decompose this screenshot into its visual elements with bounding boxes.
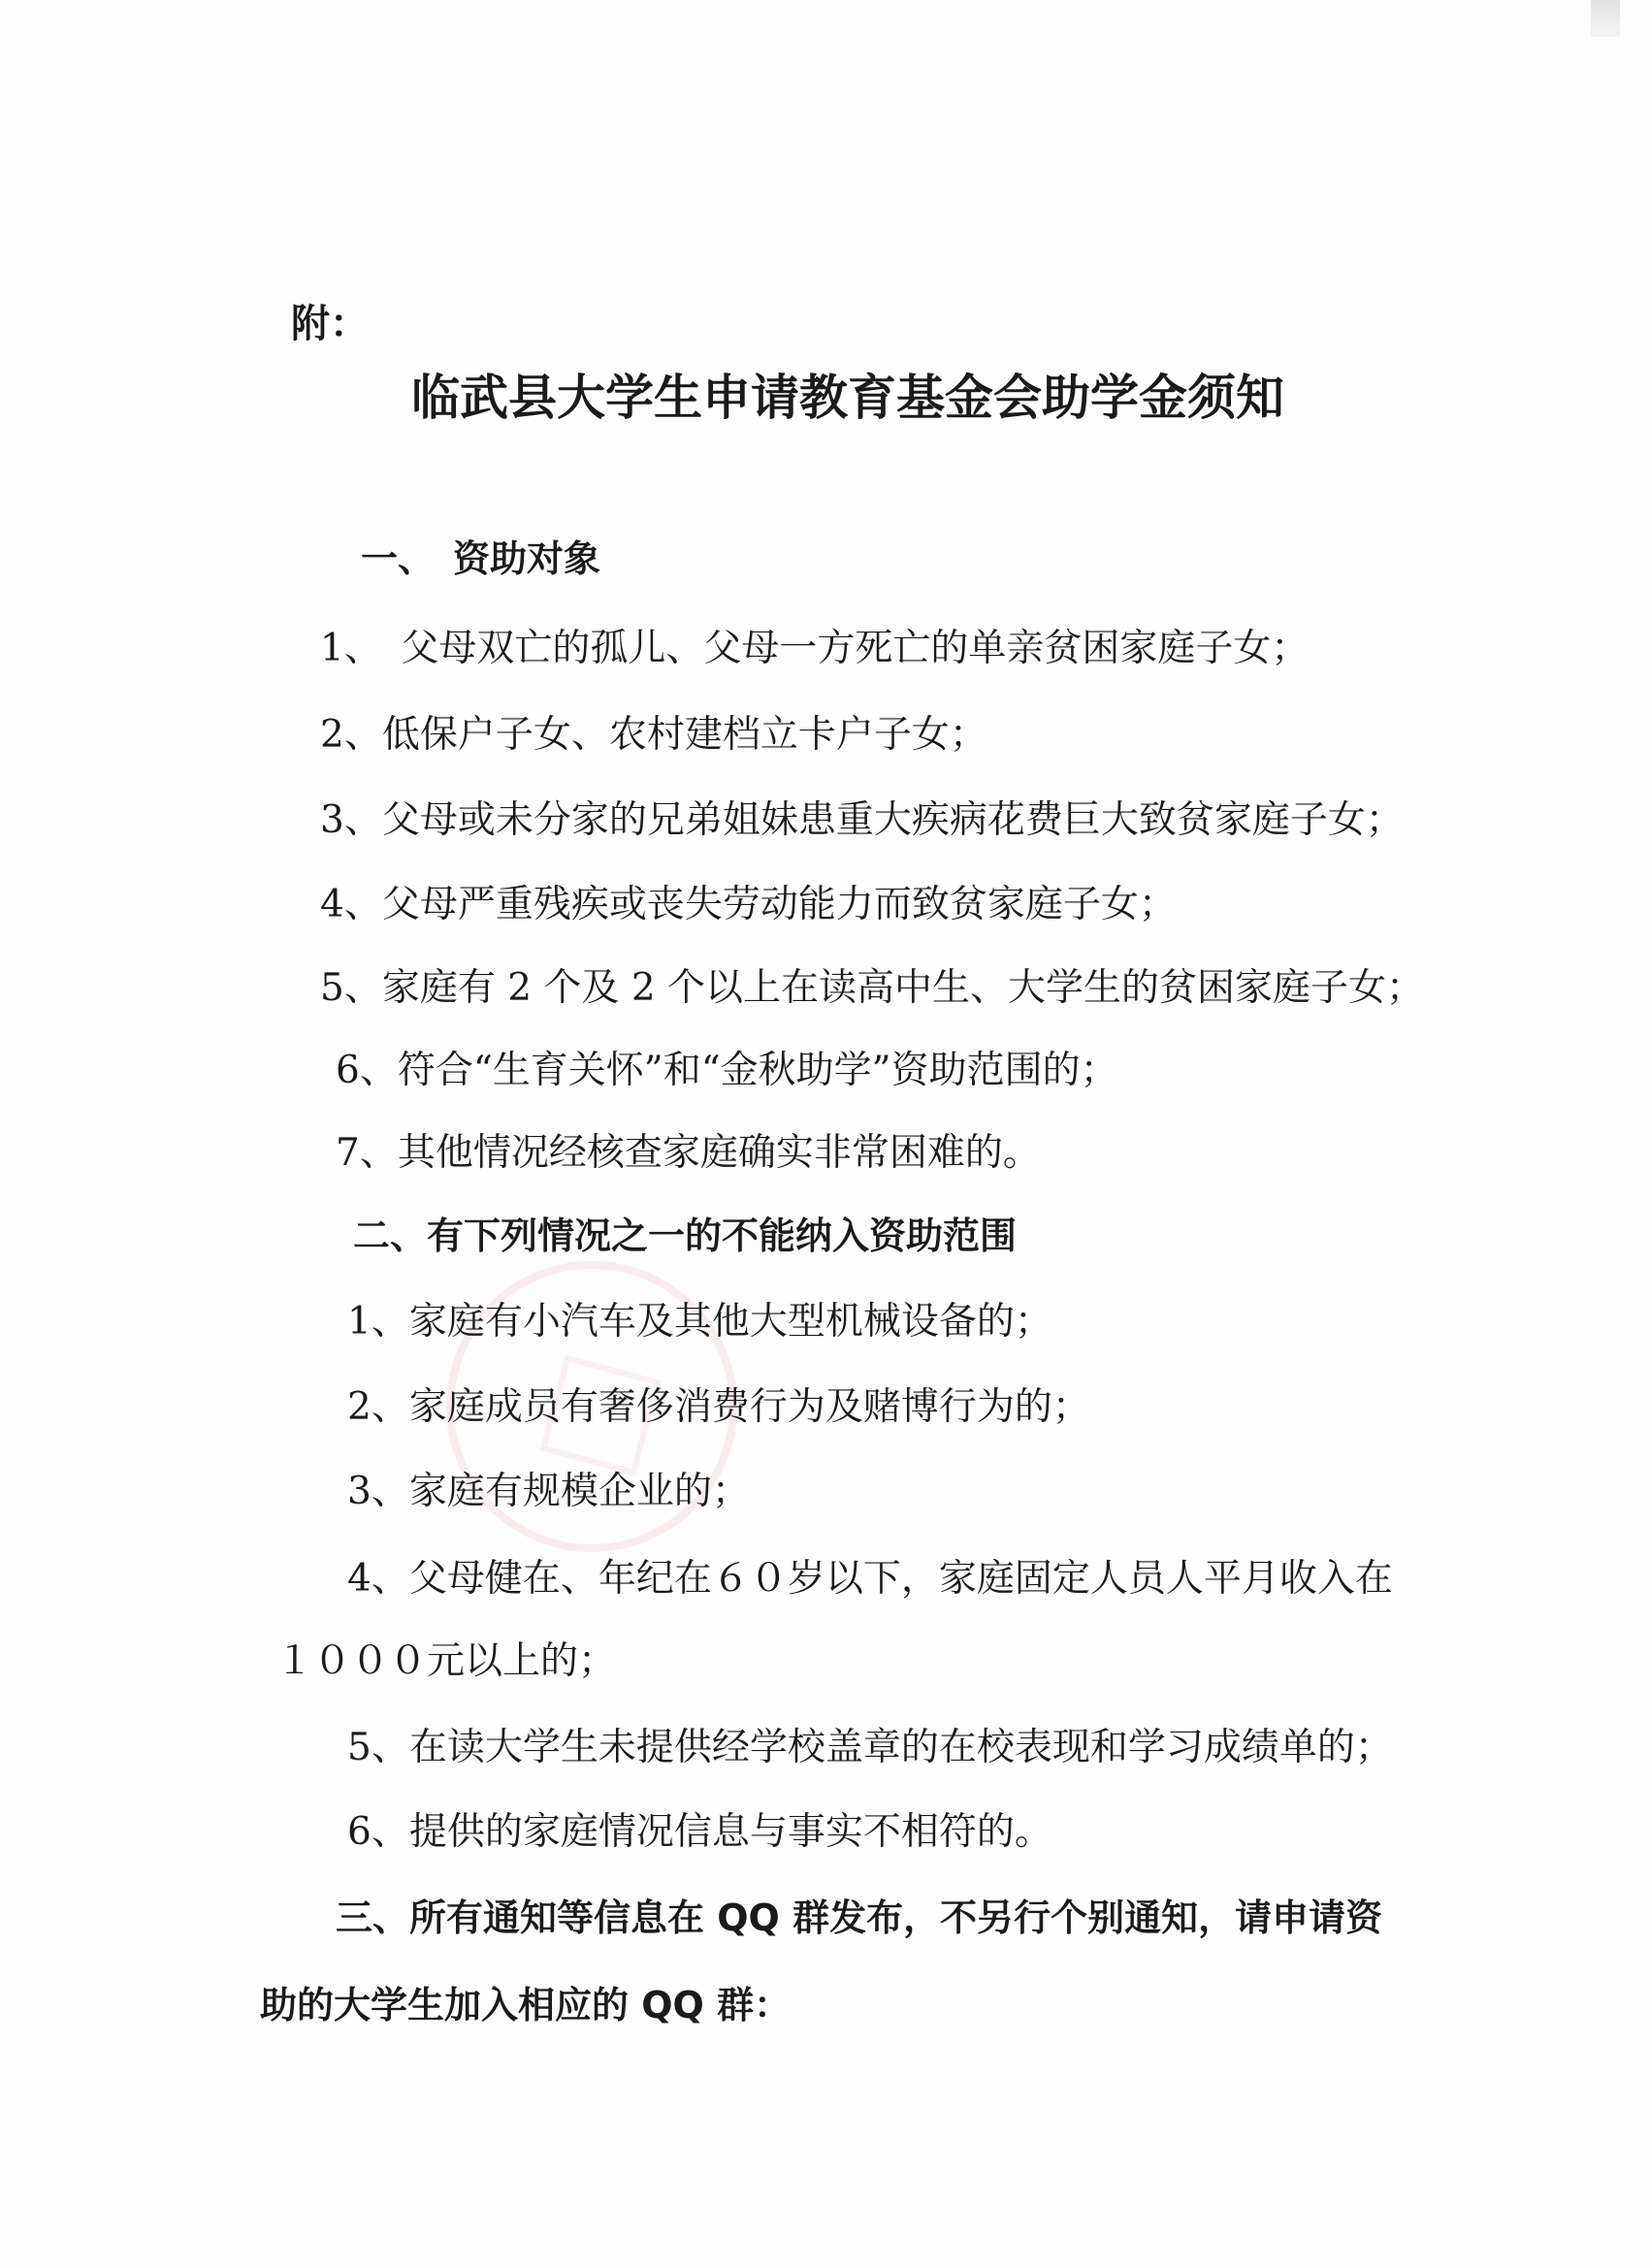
- section-1-item: 4、父母严重残疾或丧失劳动能力而致贫家庭子女；: [320, 883, 1177, 926]
- section-2-item: 2、家庭成员有奢侈消费行为及赌博行为的；: [347, 1385, 1090, 1429]
- scan-edge-mark: [1591, 0, 1620, 37]
- document-title: 临武县大学生申请教育基金会助学金须知: [411, 370, 1284, 426]
- section-2-item: 4、父母健在、年纪在６０岁以下，家庭固定人员人平月收入在: [347, 1557, 1393, 1601]
- section-1-item: 2、低保户子女、农村建档立卡户子女；: [320, 713, 987, 757]
- section-1-item: 6、符合“生育关怀”和“金秋助学”资助范围的；: [336, 1049, 1118, 1092]
- section-2-item: 5、在读大学生未提供经学校盖章的在校表现和学习成绩单的；: [347, 1726, 1393, 1769]
- section-2-heading: 二、有下列情况之一的不能纳入资助范围: [353, 1215, 1018, 1257]
- section-1-heading: 一、 资助对象: [361, 537, 601, 580]
- section-2-item: 6、提供的家庭情况信息与事实不相符的。: [347, 1810, 1052, 1854]
- section-2-item: 3、家庭有规模企业的；: [347, 1470, 750, 1513]
- section-3-line-1: 三、所有通知等信息在 QQ 群发布，不另行个别通知，请申请资: [336, 1896, 1383, 1939]
- section-2-item-continued: １０００元以上的；: [275, 1639, 617, 1683]
- attachment-label: 附：: [291, 302, 369, 346]
- section-2-item: 1、家庭有小汽车及其他大型机械设备的；: [347, 1300, 1052, 1344]
- section-1-item: 3、父母或未分家的兄弟姐妹患重大疾病花费巨大致贫家庭子女；: [320, 798, 1404, 842]
- section-1-item: 7、其他情况经核查家庭确实非常困难的。: [336, 1131, 1041, 1175]
- section-3-line-2: 助的大学生加入相应的 QQ 群：: [260, 1984, 792, 2026]
- section-1-item: 1、 父母双亡的孤儿、父母一方死亡的单亲贫困家庭子女；: [320, 627, 1310, 670]
- section-1-item: 5、家庭有 2 个及 2 个以上在读高中生、大学生的贫困家庭子女；: [320, 966, 1425, 1010]
